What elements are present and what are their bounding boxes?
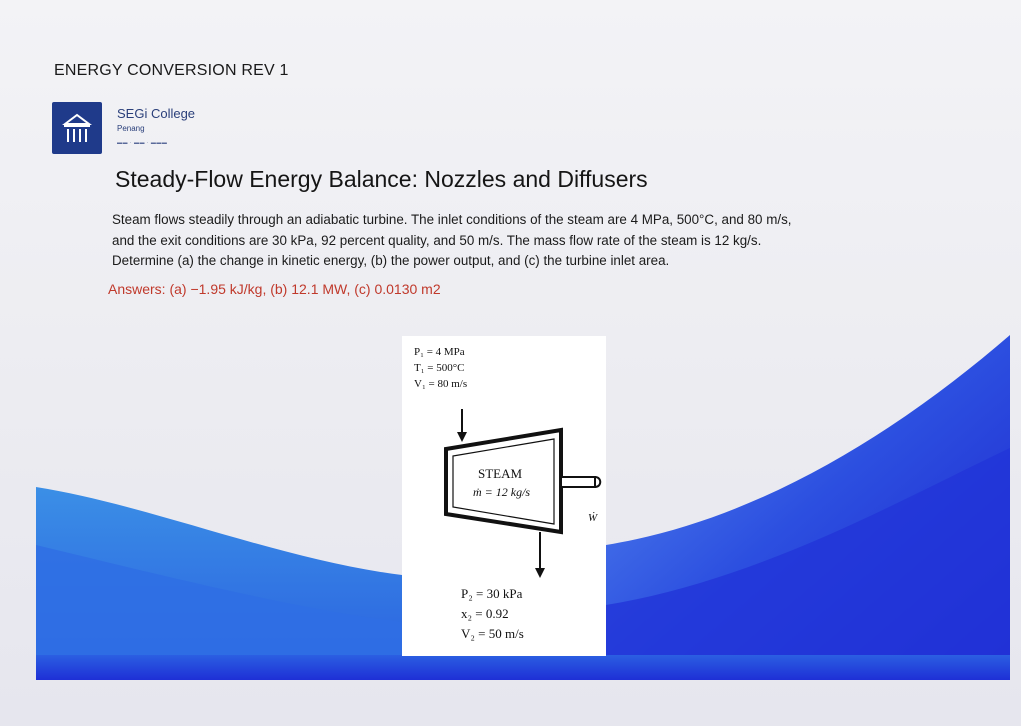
slide-heading: Steady-Flow Energy Balance: Nozzles and Diffusers — [115, 166, 648, 192]
turbine-diagram — [402, 336, 606, 656]
inlet-arrowhead — [457, 432, 467, 442]
outlet-pressure: P₂ = 30 kPa — [461, 586, 523, 601]
college-name: SEGi College — [117, 106, 196, 121]
problem-statement — [112, 210, 972, 272]
course-title: ENERGY CONVERSION REV 1 — [54, 62, 289, 79]
problem-line: Determine (a) the change in kinetic energy, (b) the power output, and (c) the turbine inlet area. — [112, 253, 670, 268]
inlet-pressure: P₁ = 4 MPa — [414, 346, 465, 358]
outlet-velocity: V₂ = 50 m/s — [461, 626, 524, 641]
inlet-temperature: T₁ = 500°C — [414, 362, 465, 374]
inlet-conditions — [414, 344, 467, 392]
problem-line: Steam flows steadily through an adiabatic turbine. The inlet conditions of the steam are 4 MPa, 500°C, and 80 m/s, — [112, 212, 792, 227]
answers-line: Answers: (a) −1.95 kJ/kg, (b) 12.1 MW, (c) 0.0130 m2 — [108, 281, 441, 297]
bottom-band — [36, 655, 1010, 680]
outlet-arrowhead — [535, 568, 545, 578]
outlet-quality: x₂ = 0.92 — [461, 606, 509, 621]
college-building-icon — [52, 102, 102, 154]
problem-line: and the exit conditions are 30 kPa, 92 percent quality, and 50 m/s. The mass flow rate of the steam is 12 kg/s. — [112, 232, 762, 248]
mass-flow-label: ṁ = 12 kg/s — [473, 485, 531, 499]
steam-label: STEAM — [478, 466, 523, 481]
outlet-conditions — [461, 584, 524, 644]
college-logo — [52, 102, 212, 158]
college-location: Penang — [117, 124, 145, 133]
work-label: Ẇ — [588, 512, 598, 524]
inlet-velocity: V₁ = 80 m/s — [414, 378, 468, 390]
college-tagline-mark: ▬▬ · ▬▬ · ▬▬▬ — [117, 140, 168, 146]
turbine-shaft — [561, 477, 595, 487]
